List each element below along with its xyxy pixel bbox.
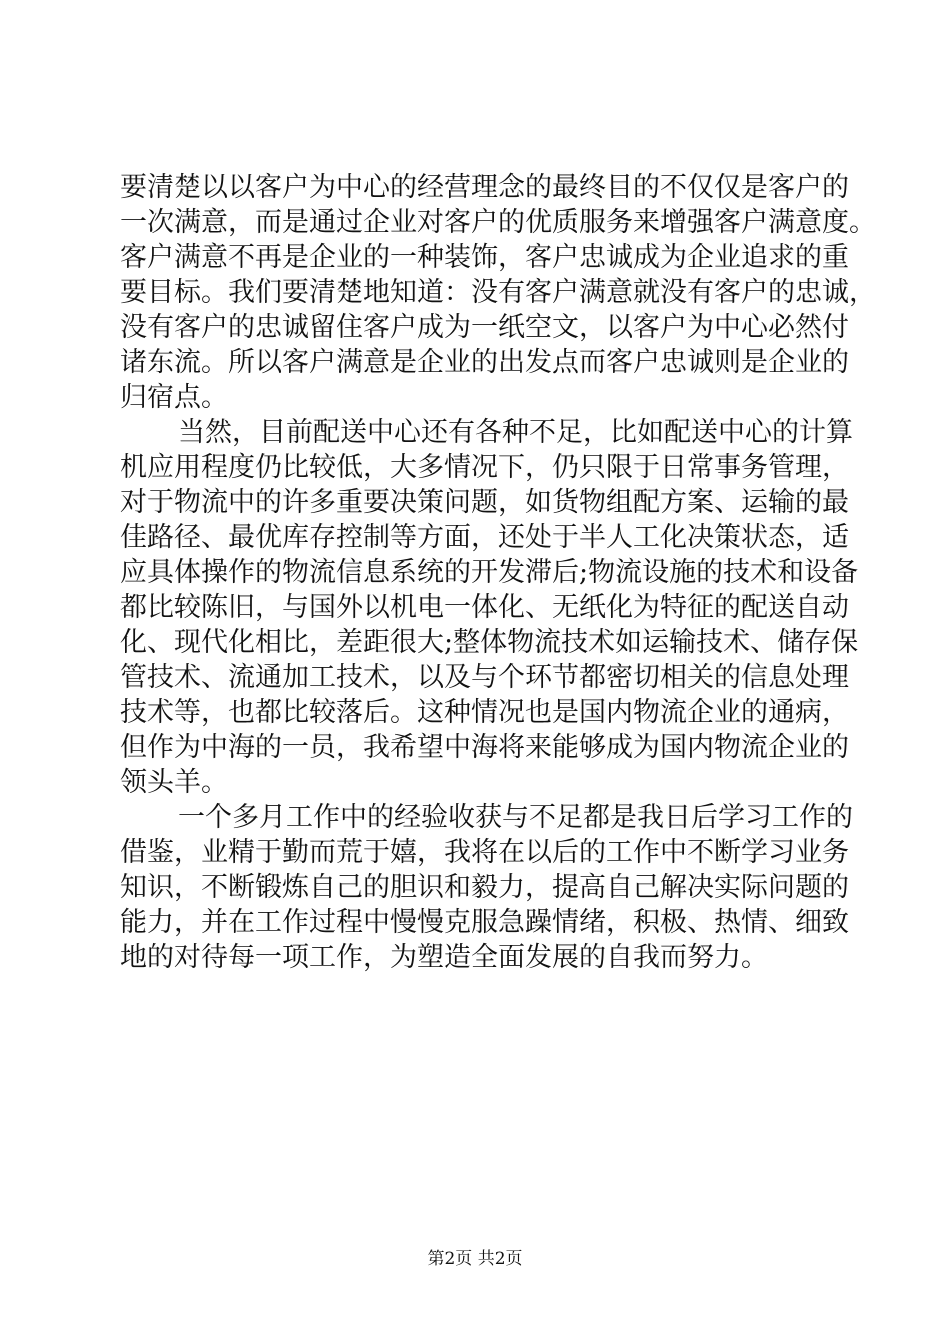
paragraph-3 [120,800,853,975]
paragraph-line: 管技术、流通加工技术，以及与个环节都密切相关的信息处理 [120,662,849,693]
body-text [120,170,876,975]
paragraph-line: 没有客户的忠诚留住客户成为一纸空文，以客户为中心必然付 [120,312,849,343]
paragraph-line: 诸东流。所以客户满意是企业的出发点而客户忠诚则是企业的 [120,347,849,378]
paragraph-line: 佳路径、最优库存控制等方面，还处于半人工化决策状态，适 [120,522,849,553]
paragraph-1 [120,170,876,415]
paragraph-line: 借鉴，业精于勤而荒于嬉，我将在以后的工作中不断学习业务 [120,837,849,868]
paragraph-line: 客户满意不再是企业的一种装饰，客户忠诚成为企业追求的重 [120,242,849,273]
paragraph-line: 对于物流中的许多重要决策问题，如货物组配方案、运输的最 [120,487,849,518]
paragraph-line: 一次满意，而是通过企业对客户的优质服务来增强客户满意度。 [120,207,876,238]
paragraph-line: 知识，不断锻炼自己的胆识和毅力，提高自己解决实际问题的 [120,872,849,903]
paragraph-line: 化、现代化相比，差距很大;整体物流技术如运输技术、储存保 [120,627,859,658]
paragraph-line: 要清楚以以客户为中心的经营理念的最终目的不仅仅是客户的 [120,172,849,203]
paragraph-line: 领头羊。 [120,767,228,798]
paragraph-2 [120,415,859,800]
paragraph-line: 能力，并在工作过程中慢慢克服急躁情绪，积极、热情、细致 [120,907,849,938]
paragraph-line: 要目标。我们要清楚地知道：没有客户满意就没有客户的忠诚， [120,277,876,308]
page-number-footer: 第2页 共2页 [427,1249,523,1269]
paragraph-line: 应具体操作的物流信息系统的开发滞后;物流设施的技术和设备 [120,557,859,588]
paragraph-line: 地的对待每一项工作，为塑造全面发展的自我而努力。 [120,942,768,973]
paragraph-line: 但作为中海的一员，我希望中海将来能够成为国内物流企业的 [120,732,849,763]
paragraph-line: 当然，目前配送中心还有各种不足，比如配送中心的计算 [178,417,853,448]
paragraph-line: 机应用程度仍比较低，大多情况下，仍只限于日常事务管理， [120,452,849,483]
paragraph-line: 技术等，也都比较落后。这种情况也是国内物流企业的通病， [120,697,849,728]
paragraph-line: 都比较陈旧，与国外以机电一体化、无纸化为特征的配送自动 [120,592,849,623]
paragraph-line: 归宿点。 [120,382,228,413]
paragraph-line: 一个多月工作中的经验收获与不足都是我日后学习工作的 [178,802,853,833]
